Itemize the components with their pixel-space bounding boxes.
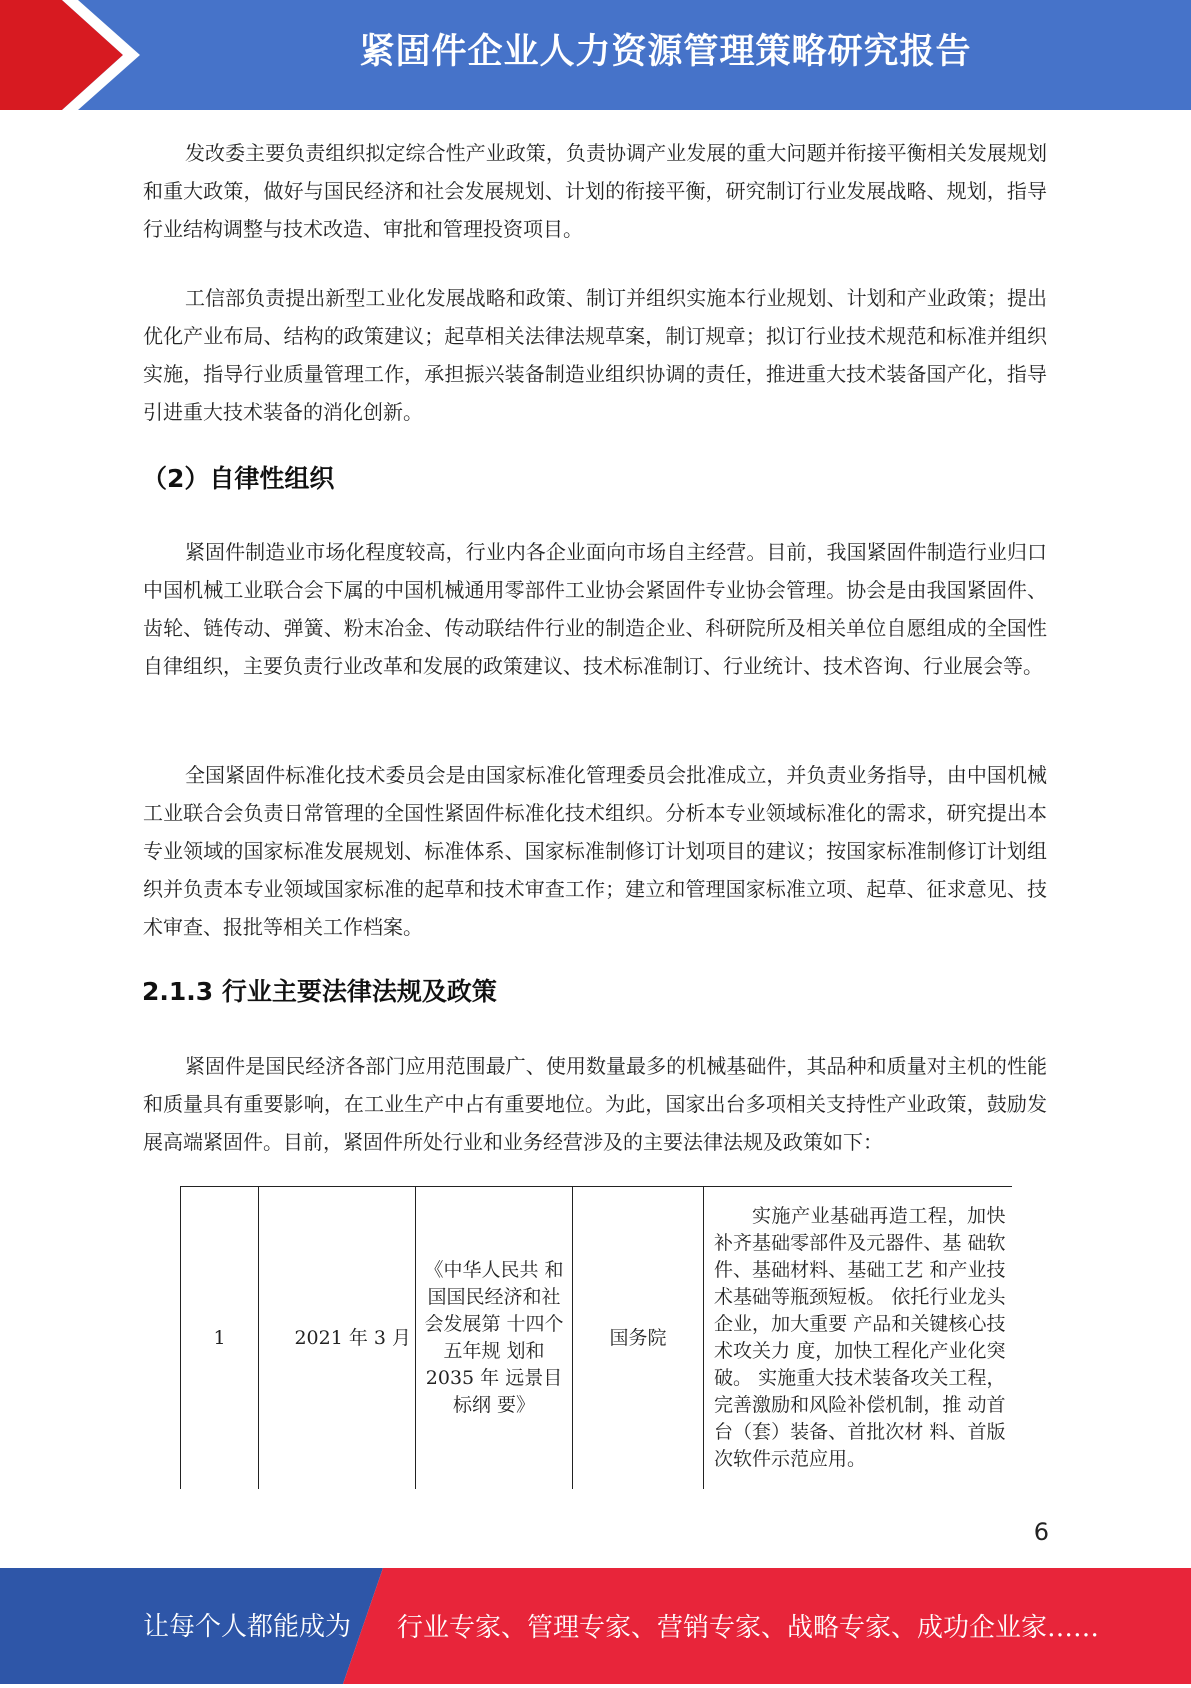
paragraph-policy-intro: 紧固件是国民经济各部门应用范围最广、使用数量最多的机械基础件，其品种和质量对主机的性能和质量具有重要影响，在工业生产中占有重要地位。为此，国家出台多项相关支持性产业政策，鼓励发展高端紧固件。目前，紧固件所处行业和业务经营涉及的主要法律法规及政策如下： (143, 1054, 1047, 1154)
section-heading-self-regulatory: （2）自律性组织 (142, 464, 335, 493)
cell-policy-title: 《中华人民共 和国国民经济和社会发展第 十四个五年规 划和 2035 年 远景目标纲 要》 (416, 1187, 573, 1490)
page-footer (0, 1568, 1191, 1684)
footer-slogan-left: 让每个人都能成为 (143, 1612, 352, 1642)
cell-date: 2021 年 3 月 (259, 1187, 416, 1490)
report-title: 紧固件企业人力资源管理策略研究报告 (359, 32, 972, 72)
table-row (181, 1187, 1012, 1490)
cell-content: 实施产业基础再造工程，加快补齐基础零部件及元器件、基 础软件、基础材料、基础工艺 和产业技术基础等瓶颈短板。 依托行业龙头企业，加大重要 产品和关键核心技术攻关力 度，加快工程化产业化突破。 实施重大技术装备攻关工程， 完善激励和风险补偿机制，推 动首台（套）装备、首批次材 料、首版次软件示范应用。 (704, 1187, 1012, 1490)
paragraph-standards-committee: 全国紧固件标准化技术委员会是由国家标准化管理委员会批准成立，并负责业务指导，由中国机械工业联合会负责日常管理的全国性紧固件标准化技术组织。分析本专业领域标准化的需求，研究提出本专业领域的国家标准发展规划、标准体系、国家标准制修订计划项目的建议；按国家标准制修订计划组织并负责本专业领域国家标准的起草和技术审查工作；建立和管理国家标准立项、起草、征求意见、技术审查、报批等相关工作档案。 (143, 763, 1047, 939)
section-heading-laws-policies: 2.1.3 行业主要法律法规及政策 (142, 977, 497, 1006)
page-header (0, 0, 1191, 110)
header-arrow-decoration (0, 0, 160, 110)
policy-table (180, 1186, 1012, 1489)
paragraph-association: 紧固件制造业市场化程度较高，行业内各企业面向市场自主经营。目前，我国紧固件制造行业归口中国机械工业联合会下属的中国机械通用零部件工业协会紧固件专业协会管理。协会是由我国紧固件、齿轮、链传动、弹簧、粉末冶金、传动联结件行业的制造企业、科研院所及相关单位自愿组成的全国性自律组织，主要负责行业改革和发展的政策建议、技术标准制订、行业统计、技术咨询、行业展会等。 (143, 540, 1047, 678)
cell-issuer: 国务院 (573, 1187, 704, 1490)
page-number: 6 (1033, 1518, 1049, 1546)
footer-slogan-right: 行业专家、管理专家、营销专家、战略专家、成功企业家…… (397, 1613, 1100, 1643)
cell-number: 1 (181, 1187, 259, 1490)
paragraph-ndrc: 发改委主要负责组织拟定综合性产业政策，负责协调产业发展的重大问题并衔接平衡相关发展规划和重大政策，做好与国民经济和社会发展规划、计划的衔接平衡，研究制订行业发展战略、规划，指导行业结构调整与技术改造、审批和管理投资项目。 (143, 141, 1047, 241)
paragraph-miit: 工信部负责提出新型工业化发展战略和政策、制订并组织实施本行业规划、计划和产业政策；提出优化产业布局、结构的政策建议；起草相关法律法规草案，制订规章；拟订行业技术规范和标准并组织实施，指导行业质量管理工作，承担振兴装备制造业组织协调的责任，推进重大技术装备国产化，指导引进重大技术装备的消化创新。 (143, 286, 1047, 424)
